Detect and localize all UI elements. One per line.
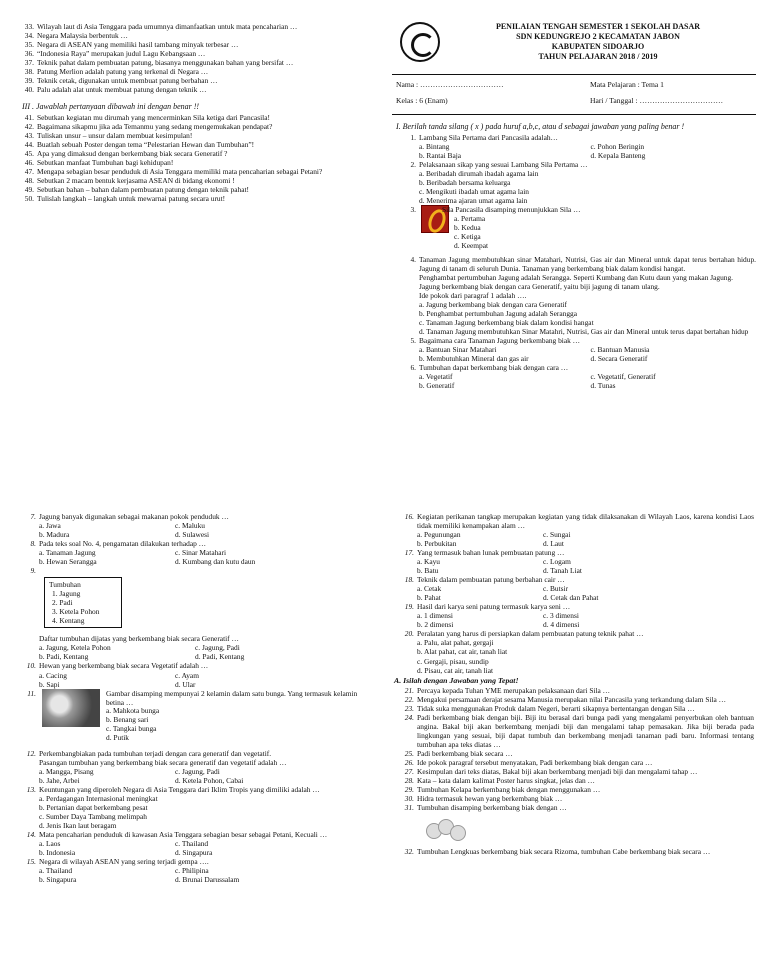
question-4-options	[404, 300, 756, 336]
question-3-options	[454, 214, 488, 250]
option[interactable]: b. Batu	[417, 566, 439, 576]
question-12-prompt: Pasangan tumbuhan yang berkembang biak secara generatif dan vegetatif adalah …	[39, 757, 287, 767]
essay-list	[22, 113, 367, 203]
question-31-image-area	[402, 813, 754, 847]
option[interactable]: d. Tunas	[590, 381, 616, 391]
question-2-options	[404, 169, 756, 205]
section-iii-title: III . Jawablah pertanyaan dibawah ini dengan benar !!	[22, 102, 200, 112]
top-left-column	[22, 22, 367, 203]
option[interactable]: c. Sungai	[543, 530, 571, 540]
question-20-options	[402, 638, 754, 674]
question-5-options	[404, 345, 756, 363]
question-38: 38. Patung Merlion adalah patung yang terkenal di Negara …	[24, 67, 209, 77]
box-title: Tumbuhan	[49, 580, 81, 590]
question-8-options	[24, 548, 376, 566]
option[interactable]: b. Indonesia	[39, 847, 76, 857]
option[interactable]: d. Tanaman Jagung membutuhkan Sinar Matahri, Nutrisi, Gas air dan Mineral untuk terus dapat bertahan hidup	[419, 327, 749, 337]
question-19-options	[402, 611, 754, 629]
question-9: 9.	[30, 566, 36, 576]
question-50: 50. Tulislah langkah – langkah untuk mewarnai patung secara urut!	[24, 194, 226, 204]
question-10: 10. Hewan yang berkembang biak secara Vegetatif adalah …	[26, 661, 209, 671]
option[interactable]: a. Thailand	[39, 865, 73, 875]
option[interactable]: a. Mangga, Pisang	[39, 766, 94, 776]
option[interactable]: d. Secara Generatif	[590, 354, 648, 364]
option[interactable]: a. Pegunungan	[417, 530, 461, 540]
question-1: 1. Lambang Sila Pertama dari Pancasila adalah…	[410, 132, 558, 142]
option[interactable]: c. Ketiga	[454, 232, 481, 242]
option[interactable]: d. Tanah Liat	[543, 566, 582, 576]
question-39: 39. Teknik cetak, digunakan untuk membuat patung berbahan …	[24, 76, 218, 86]
option[interactable]: c. Maluku	[175, 521, 205, 531]
question-5: 5. Bagaimana cara Tanaman Jagung berkembang biak …	[410, 336, 581, 346]
question-18: 18. Teknik dalam pembuatan patung berbahan cair …	[404, 575, 565, 585]
exam-header	[392, 22, 754, 72]
option[interactable]: d. Jenis Ikan laut beragam	[39, 820, 117, 830]
option[interactable]: d. Pisau, cat air, tanah liat	[417, 665, 494, 675]
question-29: 29. Tumbuhan Kelapa berkembang biak dengan menggunakan …	[404, 785, 601, 795]
option[interactable]: d. Ular	[175, 679, 196, 689]
question-47: 47. Mengapa sebagian besar penduduk di Asia Tenggara memiliki mata pencaharian sebagai Petani?	[24, 167, 323, 177]
question-14: 14. Mata pencaharian penduduk di kawasan Asia Tenggara sebagian besar sebagai Petani, Kecuali …	[26, 829, 328, 839]
option[interactable]: d. Sulawesi	[175, 530, 210, 540]
question-19: 19. Hasil dari karya seni patung termasuk karya seni …	[404, 602, 571, 612]
question-6: 6. Tumbuhan dapat berkembang biak dengan cara …	[410, 363, 569, 373]
question-20: 20. Peralatan yang harus di persiapkan dalam pembuatan patung teknik pahat …	[404, 629, 644, 639]
option[interactable]: d. Menerima ajaran umat agama lain	[419, 195, 528, 205]
question-31: 31. Tumbuhan disamping berkembang biak dengan …	[404, 803, 567, 813]
option[interactable]: d. 4 dimensi	[543, 620, 580, 630]
option[interactable]: a. 1 dimensi	[417, 611, 453, 621]
option[interactable]: b. Rantai Baja	[419, 150, 462, 160]
option[interactable]: b. Sapi	[39, 679, 60, 689]
question-23: 23. Tidak suka menggunakan Produk dalam Negeri, berarti sikapnya bertentangan dengan Sila …	[404, 704, 695, 714]
question-41: 41. Sebutkan kegiatan mu dirumah yang mencerminkan Sila ketiga dari Pancasila!	[24, 113, 270, 122]
question-34: 34. Negara Malaysia berbentuk …	[24, 31, 128, 41]
option[interactable]: d. Brunai Darussalam	[175, 875, 240, 884]
question-26: 26. Ide pokok paragraf tersebut menyatakan, Padi berkembang biak dengan cara …	[404, 758, 653, 768]
question-27: 27. Kesimpulan dari teks diatas, Bakal biji akan berkembang menjadi biji dan mengalami tahap …	[404, 767, 698, 777]
question-36: 36. “Indonesia Raya” merupakan judul Lagu Kebangsaan …	[24, 49, 206, 59]
instruction-i: I. Berilah tanda silang ( x ) pada huruf a,b,c, atau d sebagai jawaban yang paling benar !	[396, 122, 685, 131]
question-44: 44. Buatlah sebuah Poster dengan tema “Pelestarian Hewan dan Tumbuhan”!	[24, 140, 255, 150]
question-45: 45. Apa yang dimaksud dengan berkembang biak secara Generatif ?	[24, 149, 228, 159]
question-9-options	[24, 643, 376, 661]
option[interactable]: d. Keempat	[454, 241, 489, 251]
question-21: 21. Percaya kepada Tuhan YME merupakan pelaksanaan dari Sila …	[404, 686, 611, 696]
question-30: 30. Hidra termasuk hewan yang berkembang biak …	[404, 794, 563, 804]
option[interactable]: a. Jagung, Ketela Pohon	[39, 643, 111, 653]
option[interactable]: b. 2 dimensi	[417, 620, 454, 630]
option[interactable]: c. Jagung, Padi	[195, 643, 240, 653]
option[interactable]: b. Beribadah bersama keluarga	[419, 177, 511, 187]
school-logo	[400, 22, 440, 62]
field-mata-pelajaran: Mata Pelajaran : Tema 1	[590, 80, 664, 89]
option[interactable]: c. Ayam	[175, 670, 199, 680]
option[interactable]: b. Penghambat pertumbuhan Jagung adalah Serangga	[419, 309, 578, 319]
option[interactable]: a. Beribadah dirumah ibadah agama lain	[419, 168, 539, 178]
field-nama[interactable]: Nama : ……………………………	[396, 80, 504, 89]
option[interactable]: b. Alat pahat, cat air, tanah liat	[417, 647, 508, 657]
question-14-options	[24, 839, 376, 857]
box-item: 2. Padi	[52, 598, 73, 608]
option[interactable]: a. Mahkota bunga	[106, 705, 160, 715]
option[interactable]: a. Bantuan Sinar Matahari	[419, 345, 497, 355]
question-18-options	[402, 584, 754, 602]
bottom-right-column	[394, 512, 754, 856]
question-8: 8. Pada teks soal No. 4, pengamatan dilakukan terhadap …	[30, 539, 207, 549]
question-12: 12. Perkembangbiakan pada tumbuhan terjadi dengan cara generatif dan vegetatif.	[26, 748, 272, 758]
question-43: 43. Tuliskan unsur – unsur dalam membuat kesimpulan!	[24, 131, 193, 141]
option[interactable]: c. Philipina	[175, 865, 209, 875]
question-4-paragraph-2: Penghambat pertumbuhan Jagung adalah Serangga. Seperti Kumbang dan Kutu daun yang makan Jagung.	[419, 273, 734, 283]
question-32: 32. Tumbuhan Lengkuas berkembang biak secara Rizoma, tumbuhan Cabe berkembang biak secara …	[404, 846, 711, 856]
header-rule-top	[392, 74, 756, 75]
option[interactable]: b. Membutuhkan Mineral dan gas air	[419, 354, 529, 364]
question-7: 7. Jagung banyak digunakan sebagai makanan pokok penduduk …	[30, 512, 229, 521]
option[interactable]: b. Hewan Serangga	[39, 557, 97, 567]
option[interactable]: d. Singapura	[175, 847, 213, 857]
question-9-prompt: Daftar tumbuhan dijatas yang berkembang biak secara Generatif …	[39, 634, 239, 644]
option[interactable]: c. Sumber Daya Tambang melimpah	[39, 811, 147, 821]
option[interactable]: a. Cacing	[39, 670, 67, 680]
option[interactable]: d. Putik	[106, 732, 129, 742]
option[interactable]: c. Jagung, Padi	[175, 766, 220, 776]
question-4-prompt: Ide pokok dari paragraf 1 adalah ….	[419, 291, 527, 301]
question-11-options	[106, 706, 159, 742]
option[interactable]: a. Tanaman Jagung	[39, 548, 96, 558]
option[interactable]: c. Gergaji, pisau, sundip	[417, 656, 489, 666]
option[interactable]: b. Benang sari	[106, 714, 149, 724]
question-4: 4. Tanaman Jagung membutuhkan sinar Matahari, Nutrisi, Gas air dan Mineral untuk dapat terus bertahan hidup. Jagung di tanam di seluruh Dunia. Tanaman yang berkembang biak dalam kondisi hangat.	[410, 255, 756, 274]
option[interactable]: a. Jawa	[39, 521, 61, 531]
question-37: 37. Teknik pahat dalam pembuatan patung, biasanya menggunakan bahan yang bersifat …	[24, 58, 294, 68]
option[interactable]: c. Tanaman Jagung berkembang biak dalam kondisi hangat	[419, 318, 594, 328]
bottom-left-column	[24, 512, 376, 884]
box-item: 3. Ketela Pohon	[52, 607, 100, 617]
question-40: 40. Palu adalah alat untuk membuat patung dengan teknik …	[24, 85, 207, 95]
option[interactable]: b. Generatif	[419, 381, 455, 391]
option[interactable]: c. 3 dimensi	[543, 611, 579, 621]
field-hari-tanggal[interactable]: Hari / Tanggal : ……………………………	[590, 96, 724, 105]
option[interactable]: b. Pahat	[417, 593, 441, 603]
option[interactable]: b. Padi, Kentang	[39, 652, 89, 662]
box-item: 4. Kentang	[52, 616, 85, 626]
option[interactable]: b. Kedua	[454, 223, 481, 233]
option[interactable]: d. Padi, Kentang	[195, 652, 245, 662]
option[interactable]: d. Ketela Pohon, Cabai	[175, 775, 244, 785]
option[interactable]: d. Kepala Banteng	[590, 150, 646, 160]
question-13: 13. Keuntungan yang diperoleh Negara di Asia Tenggara dari Iklim Tropis yang dimiliki adalah …	[26, 784, 320, 794]
question-48: 48. Sebutkan 2 macam bentuk kerjasama ASEAN di bidang ekonomi !	[24, 176, 235, 186]
question-24: 24. Padi berkembang biak dengan biji. Biji itu berasal dari bunga padi yang mengalami penyerbukan oleh bantuan angina. Bakal biji akan berkembang menjadi biji dan mengalami tahap pemasakan. Jika biji berada pada lingkungan yang sesuai, biji dapat tumbuh dan berkembang menjadi tanaman padi baru. Informasi tentang tumbuhan apa teks diatas …	[404, 713, 754, 750]
option[interactable]: a. Cetak	[417, 584, 442, 594]
option[interactable]: c. Logam	[543, 557, 571, 567]
option[interactable]: a. Vegetatif	[419, 372, 453, 382]
question-17-options	[402, 557, 754, 575]
question-15: 15. Negara di wilayah ASEAN yang sering terjadi gempa ….	[26, 856, 209, 866]
option[interactable]: a. Palu, alat pahat, gergaji	[417, 638, 494, 648]
option[interactable]: a. Pertama	[454, 214, 486, 223]
question-25: 25. Padi berkembang biak secara …	[404, 749, 513, 759]
option[interactable]: c. Vegetatif, Generatif	[590, 372, 656, 382]
question-13-options	[24, 794, 376, 830]
question-33: 33. Wilayah laut di Asia Tenggara pada umumnya dimanfaatkan untuk mata pencaharian …	[24, 22, 298, 31]
option[interactable]: c. Thailand	[175, 838, 209, 848]
question-11: 11. Gambar disamping mempunyai 2 kelamin dalam satu bunga. Yang termasuk kelamin betina … a. Mahkota bunga b. Benang sari c. Tangkai bunga d. Putik	[27, 688, 358, 742]
question-22: 22. Mengakui persamaan derajat sesama Manusia merupakan nilai Pancasila yang terkandung dalam Sila …	[404, 695, 727, 705]
field-kelas: Kelas : 6 (Enam)	[396, 96, 448, 105]
option[interactable]: c. Tangkai bunga	[106, 723, 157, 733]
question-12-options	[24, 767, 376, 785]
box-item: 1. Jagung	[52, 589, 81, 599]
header-rule-bottom	[392, 114, 756, 115]
option[interactable]: b. Jahe, Arbei	[39, 775, 80, 785]
option[interactable]: a. Bintang	[419, 141, 450, 151]
question-42: 42. Bagaimana sikapmu jika ada Temanmu yang sedang mengemukakan pendapat?	[24, 122, 273, 132]
question-4-paragraph-3: Jagung berkembang biak dengan cara Generatif, yaitu biji jagung di tanam ulang.	[419, 282, 660, 292]
question-16: 16. Kegiatan perikanan tangkap merupakan kegiatan yang tidak dilaksanakan di Wilayah Laos, karena kondisi Laos tidak memiliki kenampakan alam …	[404, 512, 754, 531]
option[interactable]: a. Laos	[39, 838, 61, 848]
option[interactable]: d. Laut	[543, 539, 564, 549]
option[interactable]: c. Bantuan Manusia	[590, 345, 650, 355]
plant-list-box	[44, 577, 122, 628]
option[interactable]: c. Sinar Matahari	[175, 548, 227, 558]
option[interactable]: b. Singapura	[39, 875, 77, 884]
question-7-options	[24, 521, 376, 539]
question-49: 49. Sebutkan bahan – bahan dalam pembuatan patung dengan teknik pahat!	[24, 185, 250, 195]
short-answer-list	[22, 22, 367, 94]
option[interactable]: b. Perbukitan	[417, 539, 457, 549]
question-28: 28. Kata – kata dalam kalimat Poster harus singkat, jelas dan …	[404, 776, 595, 786]
option[interactable]: d. Cetak dan Pahat	[543, 593, 599, 603]
question-35: 35. Negara di ASEAN yang memiliki hasil tambang minyak terbesar …	[24, 40, 239, 50]
option[interactable]: b. Pertanian dapat berkembang pesat	[39, 802, 148, 812]
option[interactable]: a. Jagung berkembang biak dengan cara Generatif	[419, 300, 567, 310]
option[interactable]: c. Butsir	[543, 584, 569, 594]
section-a-title: A. Isilah dengan Jawaban yang Tepat!	[394, 675, 519, 685]
question-1-options	[404, 142, 756, 160]
question-6-options	[404, 372, 756, 390]
top-right-column	[396, 122, 756, 390]
option[interactable]: c. Mengikuti ibadah umat agama lain	[419, 186, 530, 196]
question-3: 3. Sila Pancasila disamping menunjukkan Sila … a. Pertama b. Kedua c. Ketiga d. Keempat	[410, 205, 581, 251]
question-17: 17. Yang termasuk bahan lunak pembuatan patung …	[404, 548, 565, 558]
header-title: PENILAIAN TENGAH SEMESTER 1 SEKOLAH DASAR SDN KEDUNGREJO 2 KECAMATAN JABON KABUPATEN SIDOARJO TAHUN PELAJARAN 2018 / 2019	[495, 22, 701, 61]
question-2: 2. Pelaksanaan sikap yang sesuai Lambang Sila Pertama …	[410, 159, 588, 169]
garlic-image	[426, 817, 468, 843]
question-15-options	[24, 866, 376, 884]
question-10-options	[24, 671, 376, 689]
option[interactable]: a. Kayu	[417, 557, 440, 567]
flower-image	[42, 689, 100, 727]
question-46: 46. Sebutkan manfaat Tumbuhan bagi kehidupan!	[24, 158, 174, 168]
option[interactable]: a. Perdagangan Internasional meningkat	[39, 793, 158, 803]
question-16-options	[402, 530, 754, 548]
option[interactable]: b. Madura	[39, 530, 70, 540]
option[interactable]: c. Pohon Beringin	[590, 141, 645, 151]
option[interactable]: d. Kumbang dan kutu daun	[175, 557, 256, 567]
